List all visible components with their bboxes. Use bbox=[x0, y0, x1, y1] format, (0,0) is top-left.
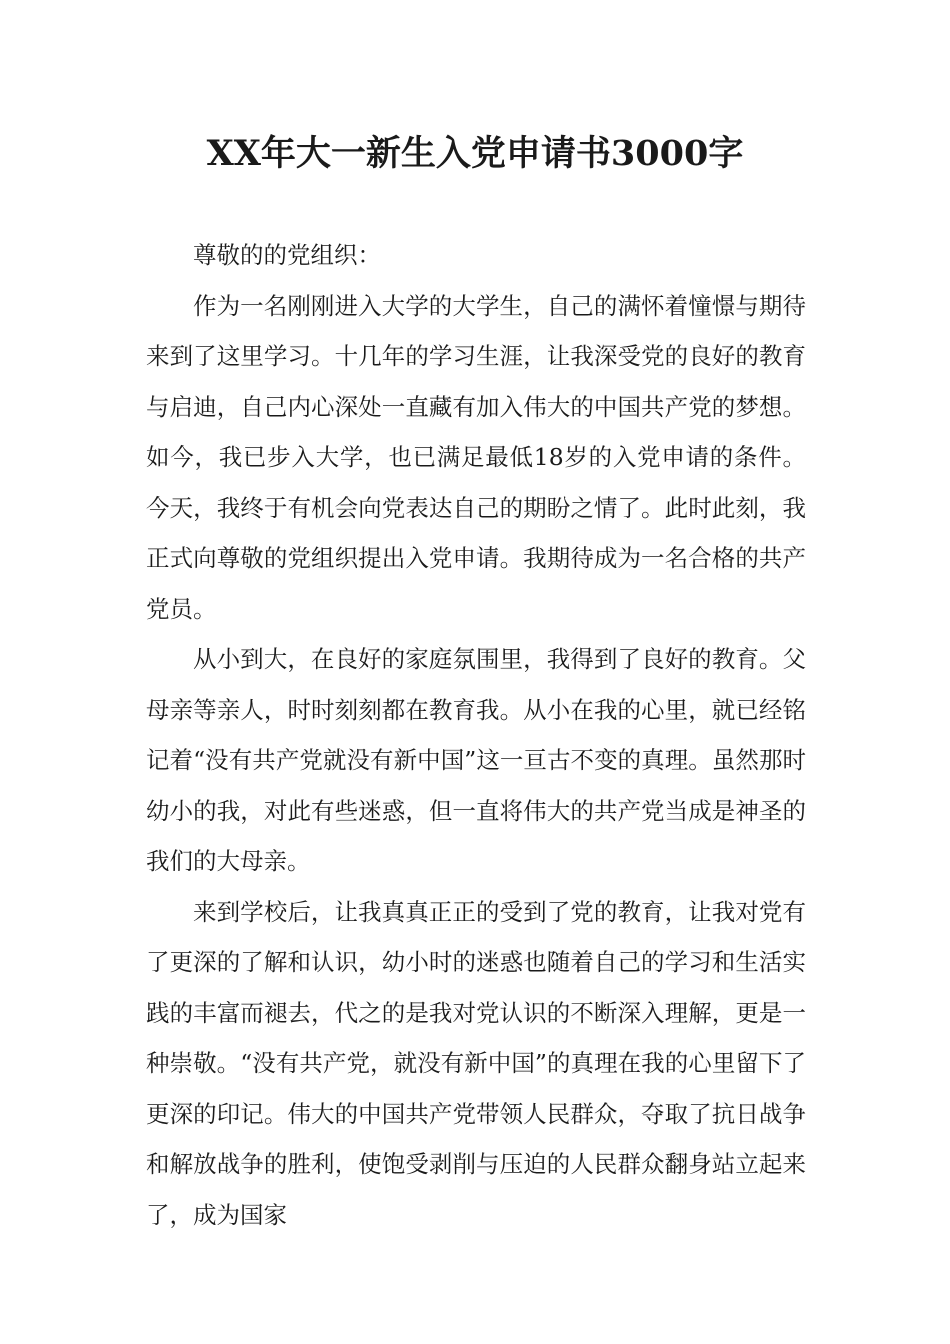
paragraph-2: 从小到大，在良好的家庭氛围里，我得到了良好的教育。父母亲等亲人，时时刻刻都在教育我。从小在我的心里，就已经铭记着“没有共产党就没有新中国”这一亘古不变的真理。虽然那时幼小的我，对此有些迷惑，但一直将伟大的共产党当成是神圣的我们的大母亲。 bbox=[146, 645, 806, 875]
document-title: XX年大一新生入党申请书3000字 bbox=[206, 133, 744, 174]
salutation: 尊敬的的党组织： bbox=[193, 241, 381, 269]
paragraph-3: 来到学校后，让我真真正正的受到了党的教育，让我对党有了更深的了解和认识，幼小时的迷惑也随着自己的学习和生活实践的丰富而褪去，代之的是我对党认识的不断深入理解，更是一种崇敬。“没有共产党，就没有新中国”的真理在我的心里留下了更深的印记。伟大的中国共产党带领人民群众，夺取了抗日战争和解放战争的胜利，使饱受剥削与压迫的人民群众翻身站立起来了，成为国家 bbox=[146, 897, 806, 1229]
paragraph-1: 作为一名刚刚进入大学的大学生，自己的满怀着憧憬与期待来到了这里学习。十几年的学习生涯，让我深受党的良好的教育与启迪，自己内心深处一直藏有加入伟大的中国共产党的梦想。如今，我已步入大学，也已满足最低18岁的入党申请的条件。今天，我终于有机会向党表达自己的期盼之情了。此时此刻，我正式向尊敬的党组织提出入党申请。我期待成为一名合格的共产党员。 bbox=[146, 291, 806, 623]
document-body bbox=[146, 230, 806, 1240]
